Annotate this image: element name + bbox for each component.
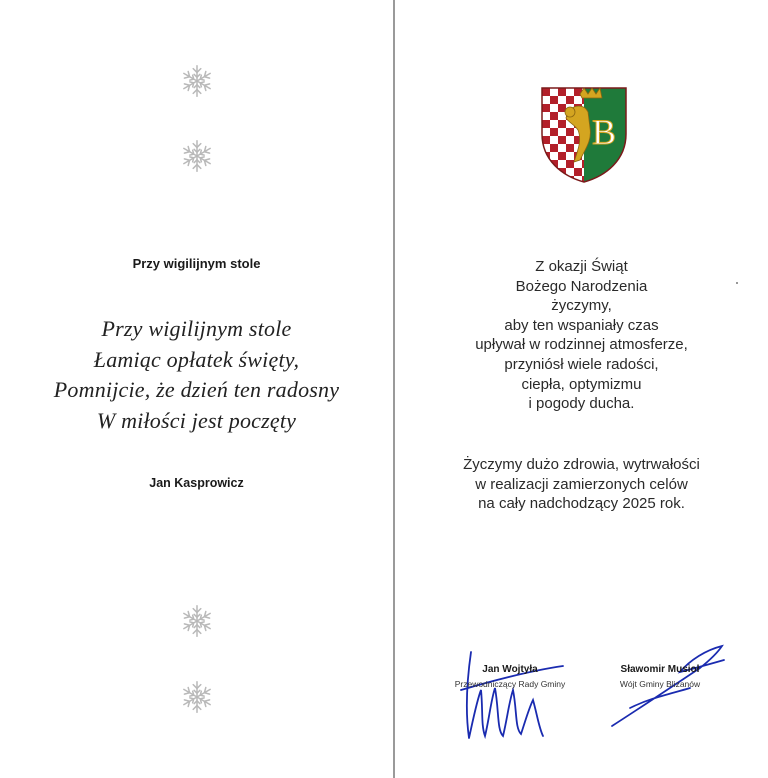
signature-block — [595, 664, 725, 689]
poem — [0, 314, 393, 436]
greeting-line: ciepła, optymizmu — [521, 375, 642, 393]
greeting-line: życzymy, — [551, 297, 612, 315]
snowflake-icon — [178, 62, 216, 100]
poem-line: Przy wigilijnym stole — [101, 316, 292, 341]
snowflake-icon — [178, 678, 216, 716]
signature-block — [445, 664, 575, 689]
greeting-line: upływał w rodzinnej atmosferze, — [475, 336, 688, 354]
snowflake-icon — [178, 137, 216, 175]
poem-heading: Przy wigilijnym stole — [132, 256, 261, 271]
crest-letter: B — [591, 112, 617, 152]
greeting-line: i pogody ducha. — [528, 395, 635, 413]
greeting-line: przyniósł wiele radości, — [504, 355, 659, 373]
greeting-line: aby ten wspaniały czas — [504, 316, 659, 334]
signature-scribble — [455, 640, 565, 745]
signatory-role: Przewodniczący Rady Gminy — [454, 679, 566, 689]
poem-line: Łamiąc opłatek święty, — [93, 346, 300, 372]
poem-line: W miłości jest poczęty — [96, 407, 297, 433]
paper-speck — [736, 282, 738, 284]
wishes-line: w realizacji zamierzonych celów — [475, 475, 688, 493]
signatory-name: Jan Wojtyła — [482, 664, 538, 675]
wishes-line: na cały nadchodzący 2025 rok. — [478, 495, 685, 513]
signatory-role: Wójt Gminy Blizanów — [619, 679, 701, 689]
snowflake-icon — [178, 602, 216, 640]
poem-author: Jan Kasprowicz — [149, 476, 244, 490]
poem-line: Pomnijcie, że dzień ten radosny — [53, 377, 340, 402]
wishes-line: Życzymy dużo zdrowia, wytrwałości — [463, 456, 700, 473]
signatory-name: Sławomir Musioł — [620, 664, 700, 675]
greeting-line: Bożego Narodzenia — [515, 277, 648, 295]
greeting-text — [395, 257, 768, 414]
coat-of-arms-icon — [540, 82, 628, 184]
greeting-line: Z okazji Świąt — [535, 258, 628, 275]
right-page — [395, 0, 768, 778]
wishes-text — [395, 455, 768, 514]
